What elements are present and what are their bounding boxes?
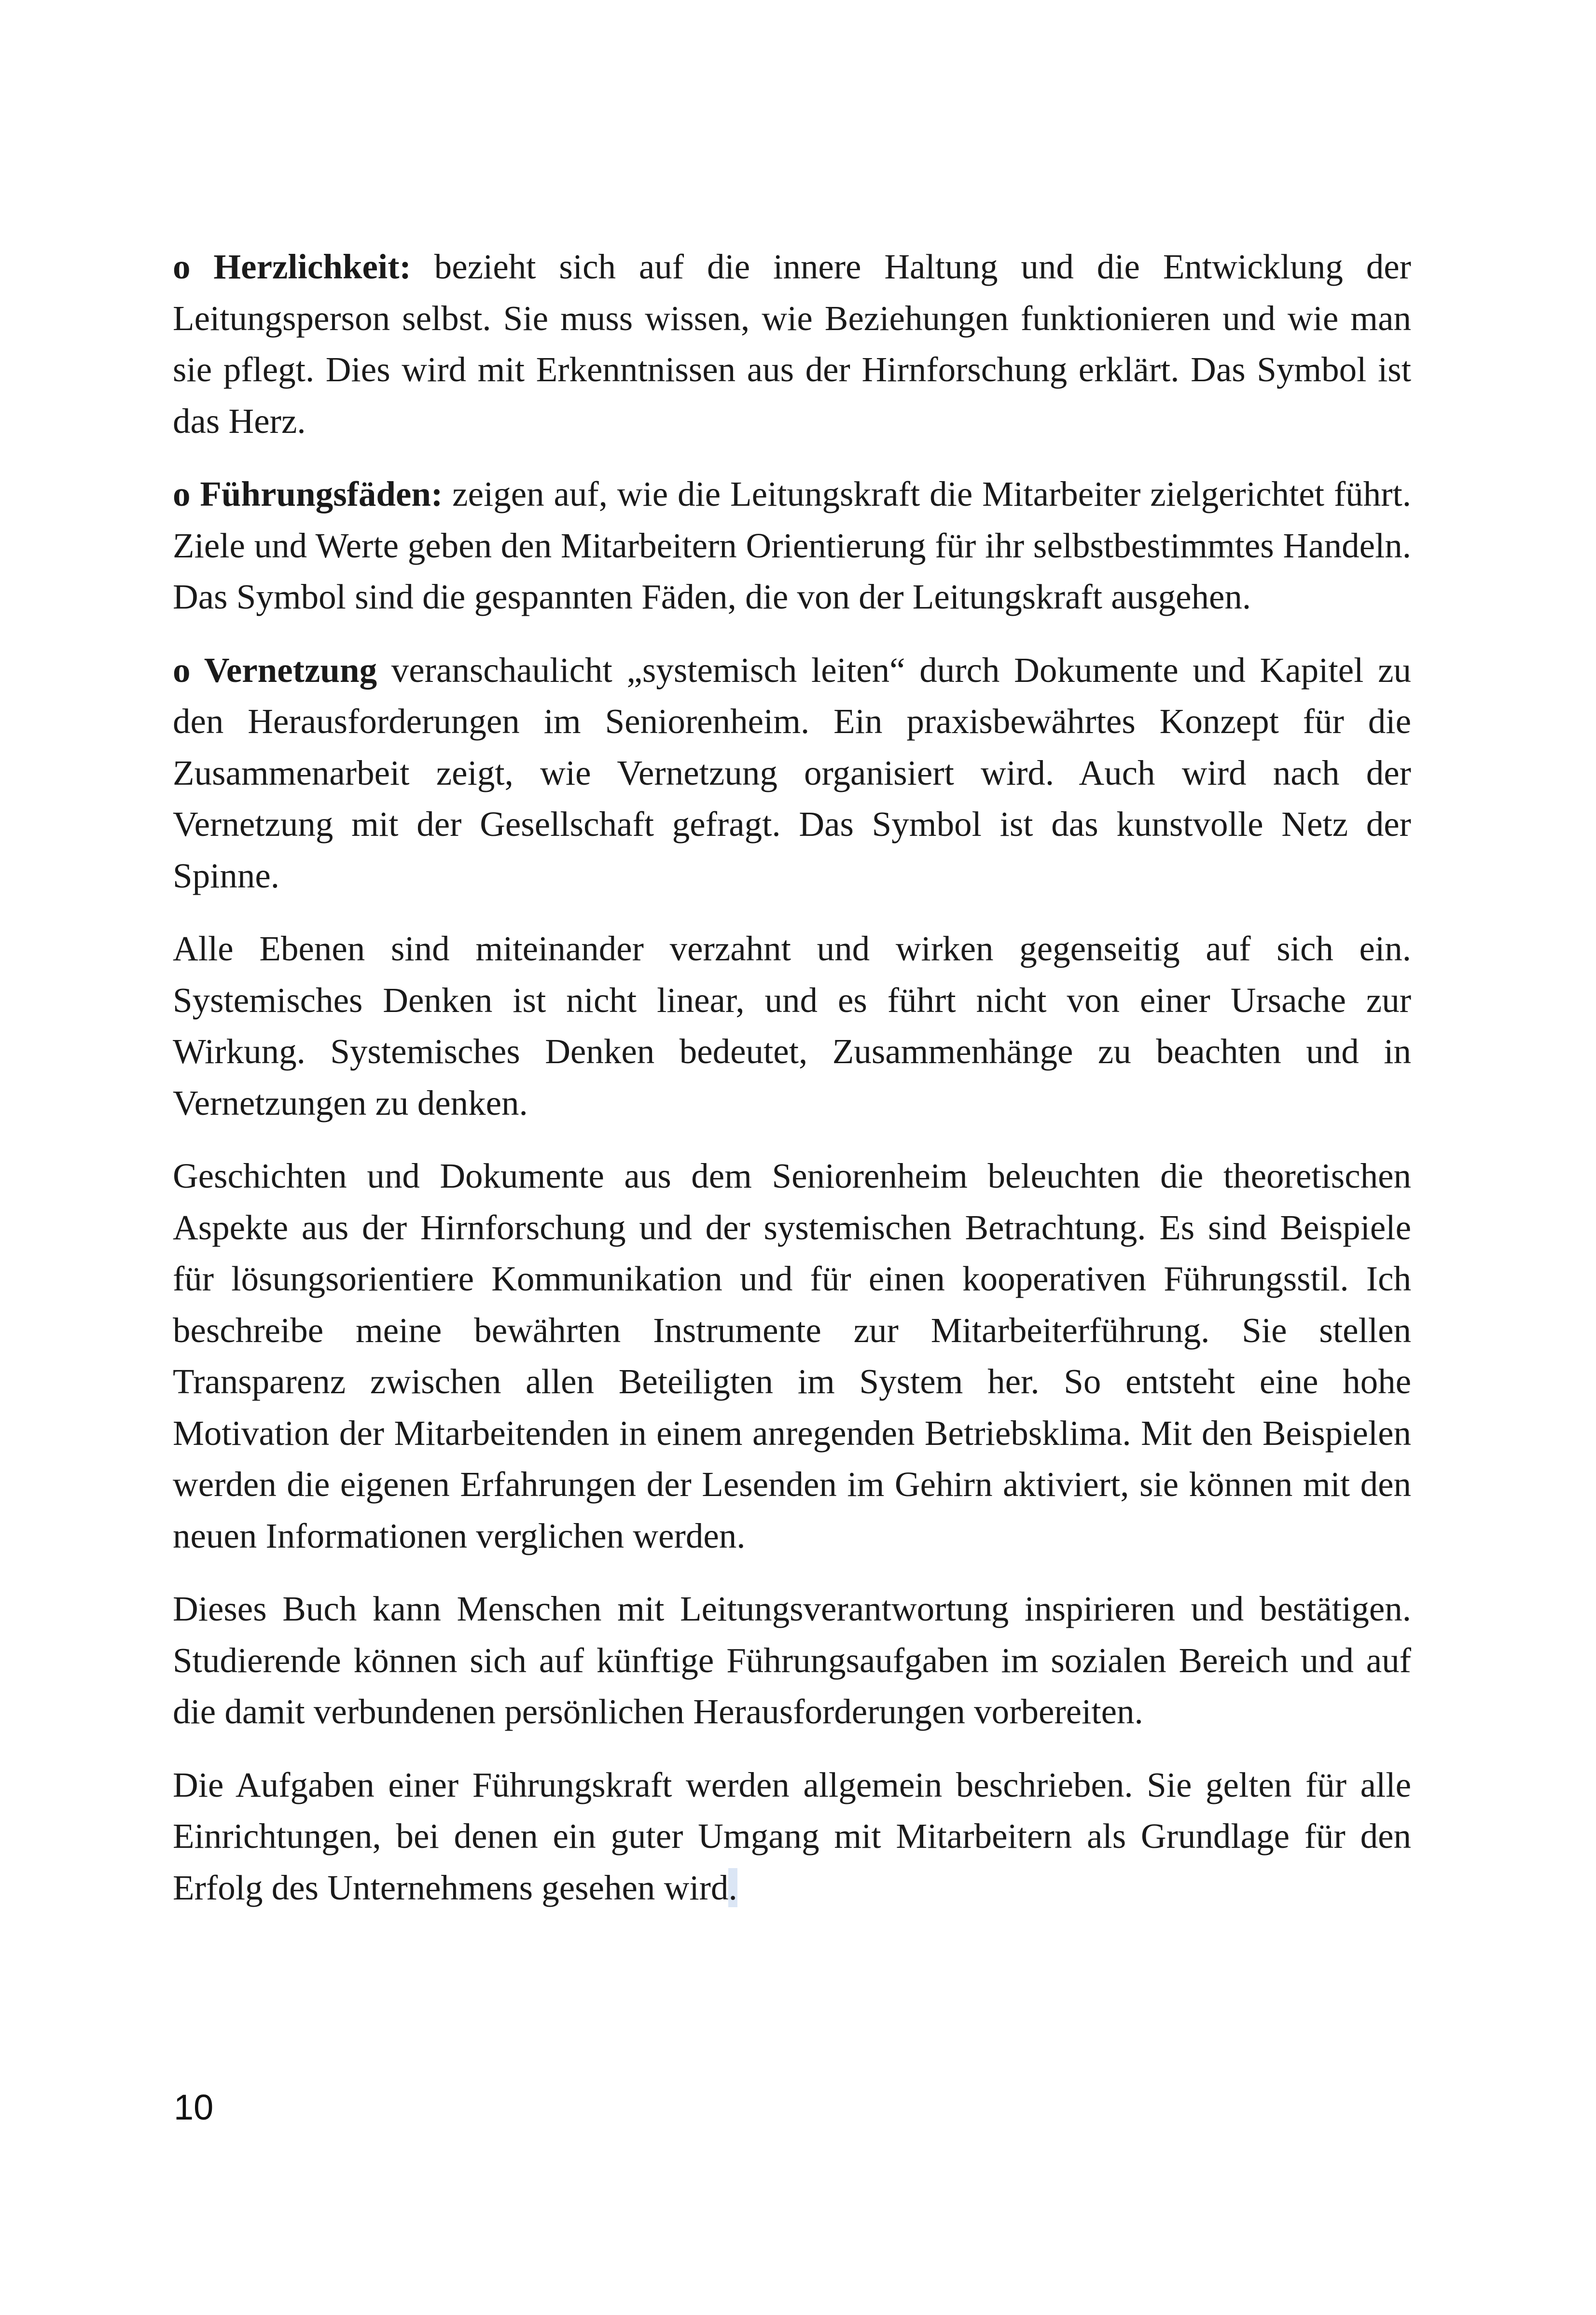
paragraph-aufgaben bbox=[173, 1760, 1411, 1914]
paragraph-ebenen bbox=[173, 923, 1411, 1129]
term-fuehrungsfaeden: o Führungsfäden: bbox=[173, 474, 443, 513]
paragraph-vernetzung bbox=[173, 645, 1411, 902]
paragraph-text: Geschichten und Dokumente aus dem Seniorenheim beleuchten die theoretischen Aspekte aus der Hirnforschung und der systemischen Betrachtung. Es sind Beispiele für lösungsorientiere Kommunikation und für einen kooperativen Führungsstil. Ich beschreibe meine bewährten Instrumente zur Mitarbeiterführung. Sie stellen Transparenz zwischen allen Beteiligten im System her. So entsteht eine hohe Motivation der Mitarbeitenden in einem anregenden Betriebsklima. Mit den Beispielen werden die eigenen Erfahrungen der Lesenden im Gehirn aktiviert, sie können mit den neuen Informationen verglichen werden. bbox=[173, 1156, 1411, 1555]
paragraph-herzlichkeit bbox=[173, 241, 1411, 447]
paragraph-text: bezieht sich auf die innere Haltung und die Entwicklung der Leitungsperson selbst. Sie muss wissen, wie Beziehungen funktionieren und wie man sie pflegt. Dies wird mit Erkenntnissen aus der Hirnforschung erklärt. Das Symbol ist das Herz. bbox=[173, 247, 1411, 441]
paragraph-text: zeigen auf, wie die Leitungskraft die Mitarbeiter zielgerichtet führt. Ziele und Werte geben den Mitarbeitern Orientierung für ihr selbstbestimmtes Handeln. Das Symbol sind die gespannten Fäden, die von der Leitungskraft ausgehen. bbox=[173, 474, 1411, 616]
body-text bbox=[173, 241, 1411, 1935]
paragraph-text: Die Aufgaben einer Führungskraft werden allgemein beschrieben. Sie gelten für alle Einrichtungen, bei denen ein guter Umgang mit Mitarbeitern als Grundlage für den Erfolg des Unternehmens gesehen wird bbox=[173, 1765, 1411, 1907]
paragraph-text: veranschaulicht „systemisch leiten“ durch Dokumente und Kapitel zu den Herausforderungen im Seniorenheim. Ein praxisbewährtes Konzept für die Zusammenarbeit zeigt, wie Vernetzung organisiert wird. Auch wird nach der Vernetzung mit der Gesellschaft gefragt. Das Symbol ist das kunstvolle Netz der Spinne. bbox=[173, 650, 1411, 895]
paragraph-fuehrungsfaeden bbox=[173, 469, 1411, 623]
paragraph-buch bbox=[173, 1583, 1411, 1738]
paragraph-geschichten bbox=[173, 1151, 1411, 1562]
text-cursor-selection[interactable]: . bbox=[728, 1868, 737, 1907]
paragraph-text: Dieses Buch kann Menschen mit Leitungsverantwortung inspirieren und bestätigen. Studierende können sich auf künftige Führungsaufgaben im sozialen Bereich und auf die damit verbundenen persönlichen Herausforderungen vorbereiten. bbox=[173, 1589, 1411, 1731]
paragraph-text: Alle Ebenen sind miteinander verzahnt und wirken gegenseitig auf sich ein. Systemisches Denken ist nicht linear, und es führt nicht von einer Ursache zur Wirkung. Systemisches Denken bedeutet, Zusammenhänge zu beachten und in Vernetzungen zu denken. bbox=[173, 929, 1411, 1123]
term-vernetzung: o Vernetzung bbox=[173, 650, 377, 690]
page-number: 10 bbox=[174, 2087, 214, 2127]
term-herzlichkeit: o Herzlichkeit: bbox=[173, 247, 411, 286]
